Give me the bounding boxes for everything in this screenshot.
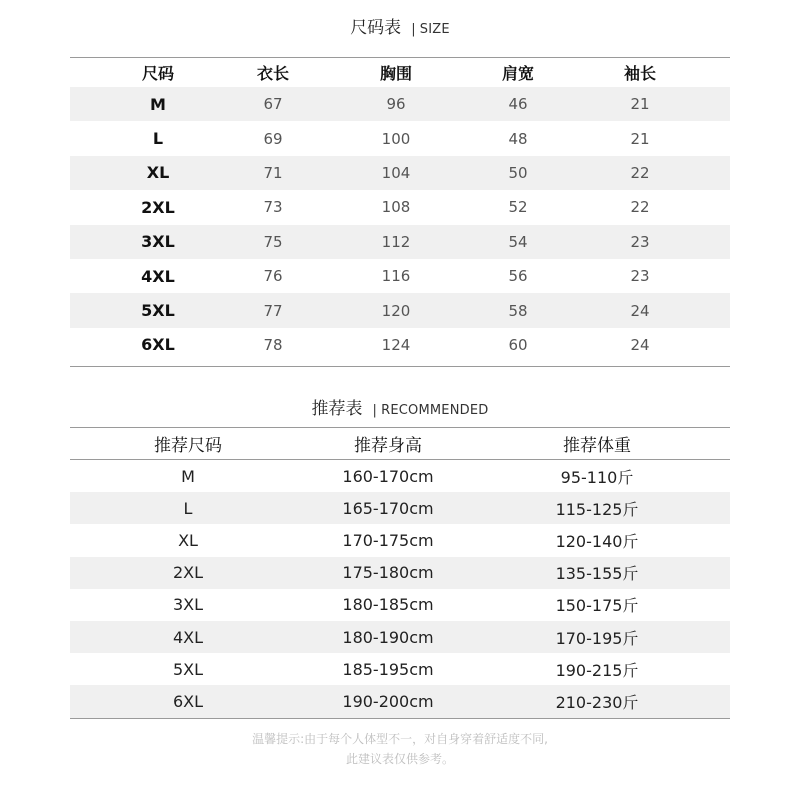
recommend-chart-bottom-rule [70,718,730,719]
size-value-cell: 46 [508,95,528,114]
recommend-table [70,428,730,718]
size-value-cell: 124 [381,335,411,354]
size-table-row [70,156,730,190]
size-value-cell: 75 [263,232,283,251]
recommend-weight-cell: 135-155斤 [555,564,639,584]
recommend-weight-cell: 120-140斤 [555,531,639,551]
recommend-size-cell: M [181,466,195,486]
recommend-height-cell: 190-200cm [342,691,434,711]
size-table-row [70,259,730,293]
recommend-size-cell: L [183,498,193,518]
size-table-row [70,293,730,327]
size-value-cell: 104 [381,163,411,182]
size-chart-subtitle: | SIZE [411,22,450,37]
size-value-cell: 54 [508,232,528,251]
size-value-cell: 23 [630,267,650,286]
size-value-cell: 69 [263,129,283,148]
size-header-cell: 尺码 [141,64,175,83]
recommend-weight-cell: 95-110斤 [560,467,634,487]
recommend-height-cell: 180-185cm [342,595,434,615]
size-chart-heading [0,13,800,38]
size-chart-title: 尺码表 [350,18,402,38]
size-value-cell: 77 [263,301,283,320]
size-value-cell: 67 [263,95,283,114]
size-value-cell: 120 [381,301,411,320]
recommend-height-cell: 175-180cm [342,563,434,583]
recommend-weight-cell: 170-195斤 [555,628,639,648]
recommend-table-row [70,524,730,556]
size-label-cell: L [152,129,164,149]
recommend-header-cell: 推荐体重 [563,436,631,456]
size-label-cell: XL [146,163,170,183]
recommend-table-row [70,685,730,717]
size-label-cell: 5XL [141,301,175,321]
size-table-row [70,190,730,224]
size-chart-bottom-rule [70,366,730,367]
size-value-cell: 22 [630,198,650,217]
recommend-weight-cell: 150-175斤 [555,596,639,616]
size-value-cell: 52 [508,198,528,217]
tip-note [0,729,800,769]
recommend-table-row [70,653,730,685]
size-label-cell: 3XL [141,232,175,252]
recommend-table-row [70,492,730,524]
size-table-row [70,225,730,259]
size-value-cell: 56 [508,267,528,286]
recommend-height-cell: 170-175cm [342,530,434,550]
size-value-cell: 71 [263,163,283,182]
size-value-cell: 60 [508,335,528,354]
recommend-height-cell: 165-170cm [342,498,434,518]
size-value-cell: 73 [263,198,283,217]
recommend-size-cell: 2XL [172,563,204,583]
recommend-size-cell: 5XL [172,659,204,679]
size-value-cell: 22 [630,163,650,182]
size-value-cell: 58 [508,301,528,320]
recommend-table-row [70,460,730,492]
size-value-cell: 116 [381,267,411,286]
size-value-cell: 23 [630,232,650,251]
size-header-cell: 衣长 [256,64,290,83]
tip-note-line-1: 温馨提示:由于每个人体型不一，对自身穿着舒适度不同, [252,732,548,746]
size-table [70,58,730,362]
size-value-cell: 100 [381,129,411,148]
tip-note-line-2: 此建议表仅供参考。 [345,752,454,766]
size-value-cell: 108 [381,198,411,217]
size-table-row [70,87,730,121]
recommend-size-cell: 3XL [172,595,204,615]
recommend-height-cell: 185-195cm [342,659,434,679]
size-header-cell: 胸围 [379,64,413,83]
recommend-size-cell: XL [178,530,198,550]
size-table-header [70,58,730,87]
size-value-cell: 24 [630,301,650,320]
recommend-weight-cell: 190-215斤 [555,660,639,680]
size-value-cell: 50 [508,163,528,182]
size-value-cell: 24 [630,335,650,354]
size-label-cell: 2XL [141,197,175,217]
recommend-chart-heading [0,394,800,419]
size-label-cell: 6XL [141,335,175,355]
recommend-table-row [70,621,730,653]
recommend-size-cell: 4XL [172,627,204,647]
recommend-table-header [70,428,730,460]
size-value-cell: 76 [263,267,283,286]
size-label-cell: M [150,94,166,114]
size-value-cell: 112 [381,232,411,251]
size-label-cell: 4XL [141,266,175,286]
size-header-cell: 袖长 [623,64,657,83]
recommend-table-row [70,557,730,589]
size-value-cell: 21 [630,129,650,148]
size-value-cell: 78 [263,335,283,354]
recommend-header-cell: 推荐身高 [354,436,422,456]
recommend-header-cell: 推荐尺码 [154,436,222,456]
recommend-chart-title: 推荐表 [311,399,363,419]
size-table-row [70,121,730,155]
recommend-weight-cell: 210-230斤 [555,692,639,712]
size-value-cell: 48 [508,129,528,148]
size-table-row [70,328,730,362]
recommend-table-row [70,589,730,621]
recommend-height-cell: 160-170cm [342,466,434,486]
recommend-weight-cell: 115-125斤 [555,499,639,519]
recommend-size-cell: 6XL [172,691,204,711]
recommend-chart-subtitle: | RECOMMENDED [373,403,489,418]
size-value-cell: 96 [386,95,406,114]
size-value-cell: 21 [630,95,650,114]
recommend-height-cell: 180-190cm [342,627,434,647]
size-header-cell: 肩宽 [501,64,535,83]
